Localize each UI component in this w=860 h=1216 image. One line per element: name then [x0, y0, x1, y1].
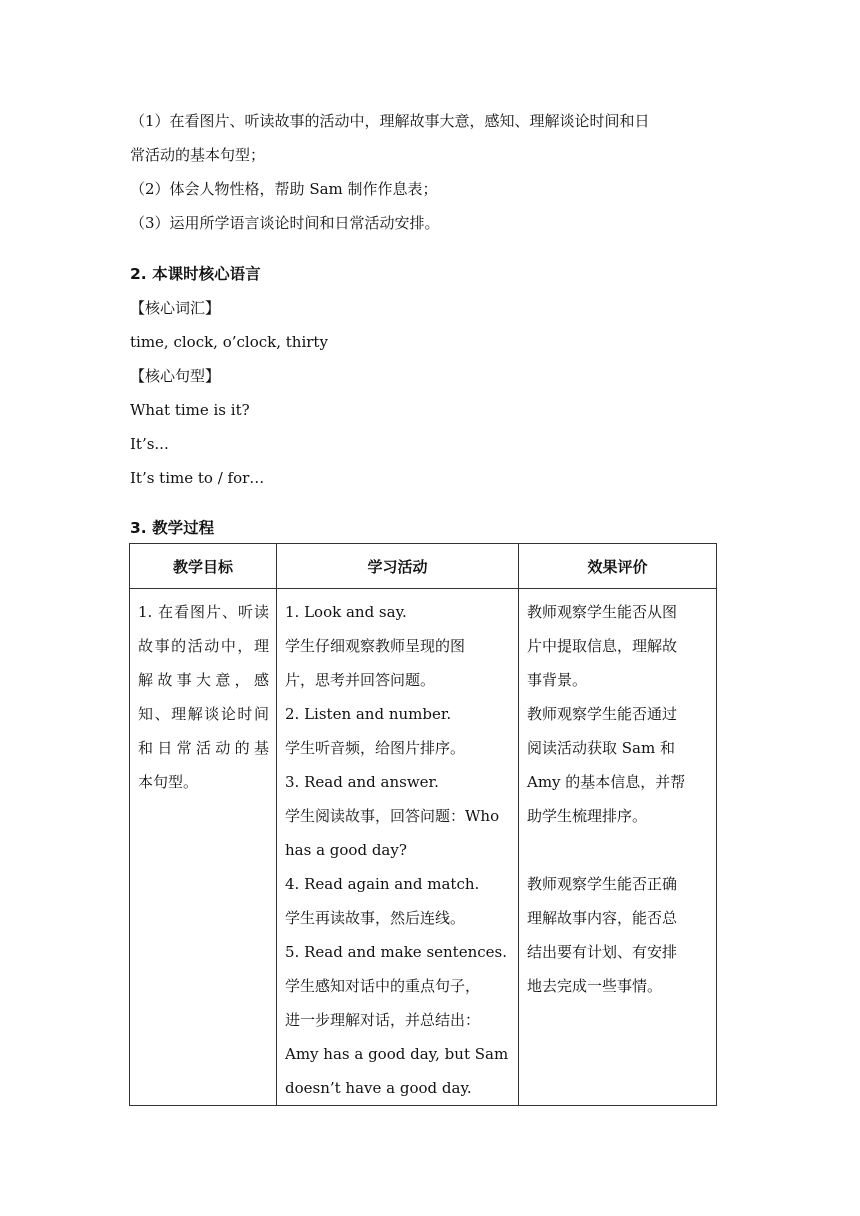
activity-line: 学生仔细观察教师呈现的图 — [285, 637, 466, 655]
activity-line: 2. Listen and number. — [285, 705, 452, 723]
goal-cell — [130, 589, 277, 1106]
goal-line: 1. 在看图片、听读 — [138, 603, 269, 621]
objective-line-2: 常活动的基本句型； — [130, 146, 266, 164]
evaluation-line: 教师观察学生能否通过 — [527, 705, 678, 723]
activity-line: 4. Read again and match. — [285, 875, 480, 893]
activity-line: 3. Read and answer. — [285, 773, 439, 791]
evaluation-line: 阅读活动获取 Sam 和 — [527, 739, 675, 757]
objective-line-4: （3）运用所学语言谈论时间和日常活动安排。 — [130, 214, 440, 232]
goal-line: 本句型。 — [138, 773, 199, 791]
goal-line: 解故事大意，感 — [138, 671, 269, 689]
activity-line: 学生听音频，给图片排序。 — [285, 739, 466, 757]
header-evaluation: 效果评价 — [519, 544, 717, 589]
evaluation-line: 理解故事内容，能否总 — [527, 909, 678, 927]
vocab-list: time, clock, o’clock, thirty — [130, 333, 328, 351]
spacer — [527, 833, 709, 867]
pattern-3: It’s time to / for… — [130, 469, 265, 487]
activity-line: 1. Look and say. — [285, 603, 407, 621]
evaluation-cell — [519, 589, 717, 1106]
teaching-process-table — [129, 543, 717, 1106]
evaluation-line: Amy 的基本信息，并帮 — [527, 773, 686, 791]
goal-line: 故事的活动中，理 — [138, 637, 269, 655]
evaluation-line: 结出要有计划、有安排 — [527, 943, 678, 961]
objective-line-1: （1）在看图片、听读故事的活动中，理解故事大意，感知、理解谈论时间和日 — [130, 112, 650, 130]
activity-line: doesn’t have a good day. — [285, 1079, 472, 1097]
header-goal: 教学目标 — [130, 544, 277, 589]
table-header-row — [130, 544, 717, 589]
pattern-2: It’s... — [130, 435, 169, 453]
activity-line: 5. Read and make sentences. — [285, 943, 507, 961]
table-row — [130, 589, 717, 1106]
goal-line: 知、理解谈论时间 — [138, 705, 269, 723]
pattern-label: 【核心句型】 — [130, 367, 221, 385]
activity-line: 片，思考并回答问题。 — [285, 671, 436, 689]
goal-line: 和日常活动的基 — [138, 739, 269, 757]
header-activity: 学习活动 — [277, 544, 519, 589]
activity-cell — [277, 589, 519, 1106]
evaluation-line: 助学生梳理排序。 — [527, 807, 648, 825]
evaluation-line: 片中提取信息，理解故 — [527, 637, 678, 655]
activity-line: 学生感知对话中的重点句子， — [285, 977, 481, 995]
section-3-heading: 3. 教学过程 — [130, 519, 215, 537]
evaluation-line: 教师观察学生能否从图 — [527, 603, 678, 621]
activity-line: 学生阅读故事，回答问题：Who — [285, 807, 500, 825]
section-2-heading: 2. 本课时核心语言 — [130, 265, 261, 283]
evaluation-line: 事背景。 — [527, 671, 588, 689]
vocab-label: 【核心词汇】 — [130, 299, 221, 317]
pattern-1: What time is it? — [130, 401, 250, 419]
evaluation-line: 地去完成一些事情。 — [527, 977, 663, 995]
activity-line: has a good day? — [285, 841, 407, 859]
objective-line-3: （2）体会人物性格，帮助 Sam 制作作息表； — [130, 180, 438, 198]
activity-line: Amy has a good day, but Sam — [285, 1045, 509, 1063]
activity-line: 学生再读故事，然后连线。 — [285, 909, 466, 927]
activity-line: 进一步理解对话，并总结出： — [285, 1011, 481, 1029]
evaluation-line: 教师观察学生能否正确 — [527, 875, 678, 893]
